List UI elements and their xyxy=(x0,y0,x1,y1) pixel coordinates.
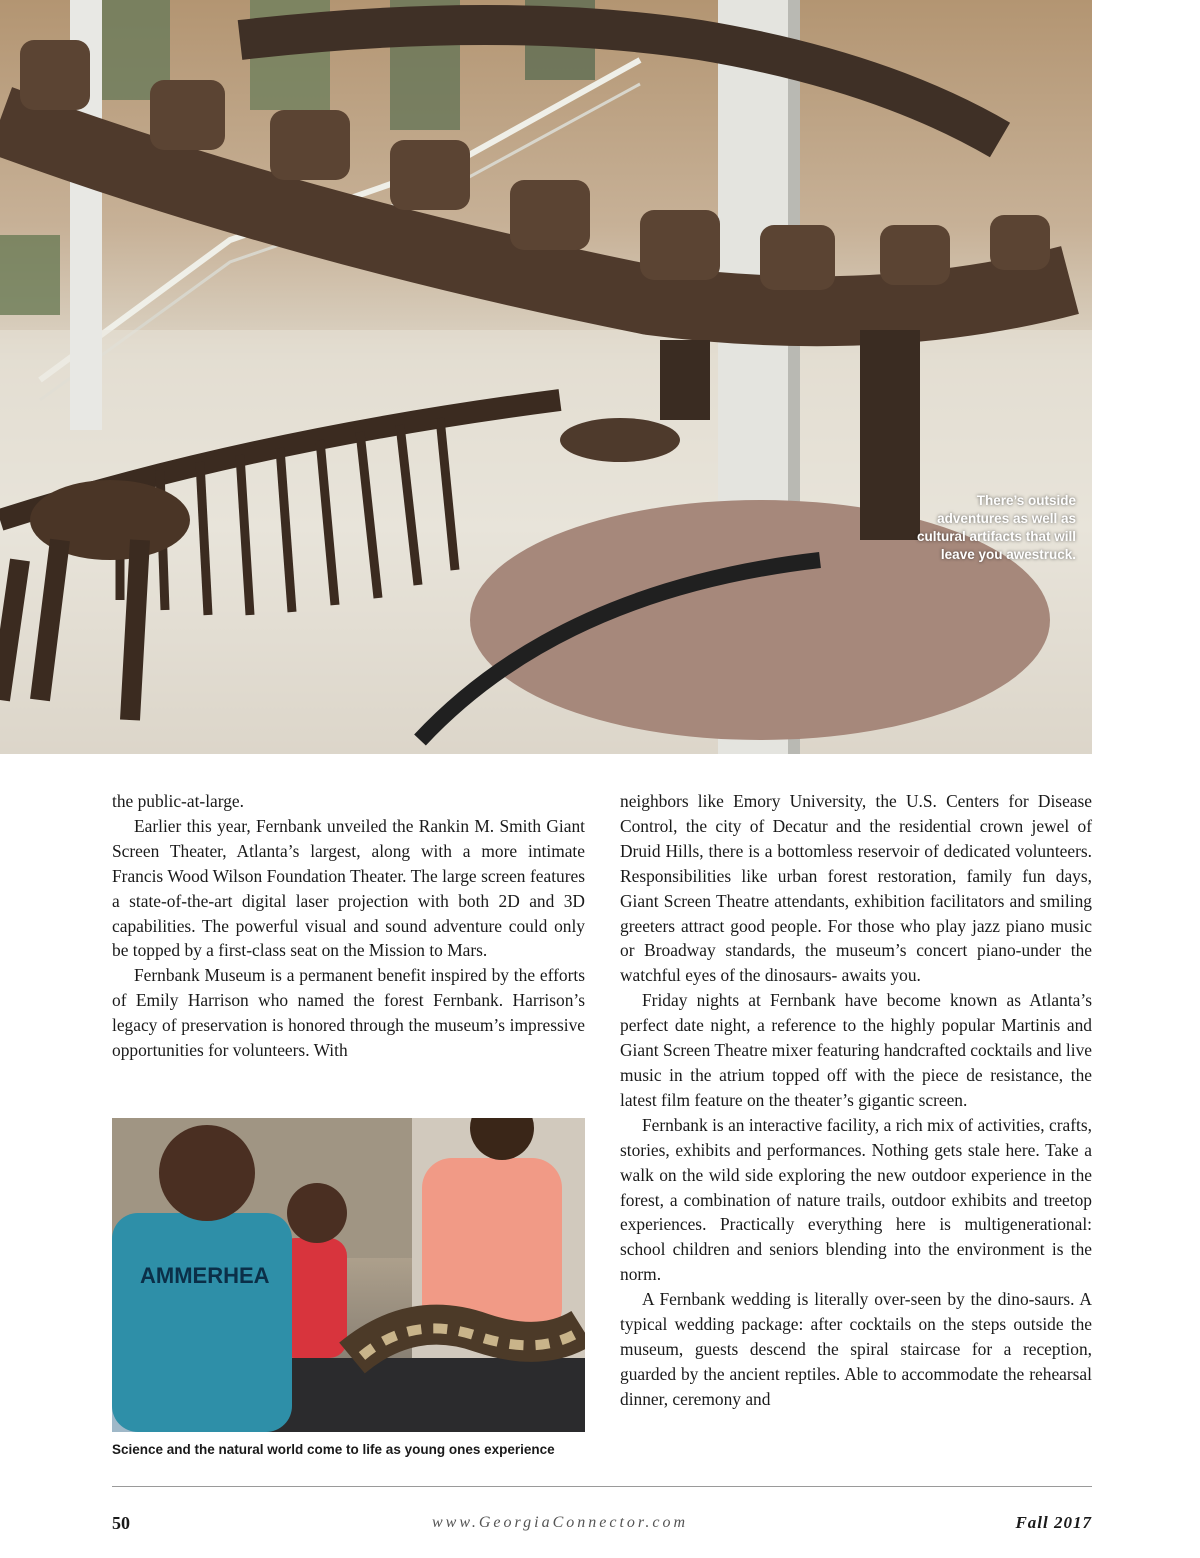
hero-photo xyxy=(0,0,1092,754)
website-url: www.GeorgiaConnector.com xyxy=(432,1514,688,1531)
page-number: 50 xyxy=(112,1513,130,1533)
article-paragraph: the public-at-large. xyxy=(112,791,244,811)
article-column-right xyxy=(620,789,1092,1412)
issue-label: Fall 2017 xyxy=(1015,1513,1092,1532)
hero-photo-caption: There’s outside adventures as well as cultural artifacts that will leave you awestruck. xyxy=(916,493,1076,562)
children-photo-caption: Science and the natural world come to life as young ones experience xyxy=(112,1442,555,1457)
dinosaur-skeletons-illustration xyxy=(0,0,1092,754)
shirt-lettering: AMMERHEA xyxy=(140,1263,270,1288)
article-paragraph: Fernbank Museum is a permanent benefit inspired by the efforts of Emily Harrison who named the forest Fernbank. Harrison’s legacy of preservation is honored through the museum’s impressive opportunities for volunteers. With xyxy=(112,965,585,1061)
children-snake-photo xyxy=(112,1118,585,1432)
article-column-left xyxy=(112,789,585,1063)
article-paragraph: Earlier this year, Fernbank unveiled the Rankin M. Smith Giant Screen Theater, Atlanta’s largest, along with a more intimate Francis Wood Wilson Foundation Theater. The large screen features a state-of-the-art digital laser projection with both 2D and 3D capabilities. The powerful visual and sound adventure could only be topped by a first-class seat on the Mission to Mars. xyxy=(112,815,585,961)
footer-divider xyxy=(112,1486,1092,1487)
article-paragraph: Friday nights at Fernbank have become known as Atlanta’s perfect date night, a reference to the highly popular Martinis and Giant Screen Theatre mixer featuring handcrafted cocktails and live music in the atrium topped off with the piece de resistance, the latest film feature on the theater’s gigantic screen. xyxy=(620,990,1092,1110)
article-paragraph: Fernbank is an interactive facility, a rich mix of activities, crafts, stories, exhibits and performances. Nothing gets stale here. Take a walk on the wild side exploring the new outdoor experience in the forest, a combination of nature trails, outdoor exhibits and treetop experiences. Practically everything here is multigenerational: school children and seniors blending into the environment is the norm. xyxy=(620,1114,1092,1285)
article-paragraph: neighbors like Emory University, the U.S. Centers for Disease Control, the city of Decatur and the residential crown jewel of Druid Hills, there is a bottomless reservoir of dedicated volunteers. Responsibilities like urban forest restoration, family fun days, Giant Screen Theatre attendants, exhibition facilitators and smiling greeters attract good people. For those who play jazz piano music or Broadway standards, the museum’s concert piano-under the watchful eyes of the dinosaurs- awaits you. xyxy=(620,791,1092,986)
article-paragraph: A Fernbank wedding is literally over-seen by the dino-saurs. A typical wedding package: after cocktails on the steps outside the museum, guests descend the spiral staircase for a reception, guarded by the ancient reptiles. Able to accommodate the rehearsal dinner, ceremony and xyxy=(620,1289,1092,1409)
children-with-python-illustration xyxy=(112,1118,585,1432)
